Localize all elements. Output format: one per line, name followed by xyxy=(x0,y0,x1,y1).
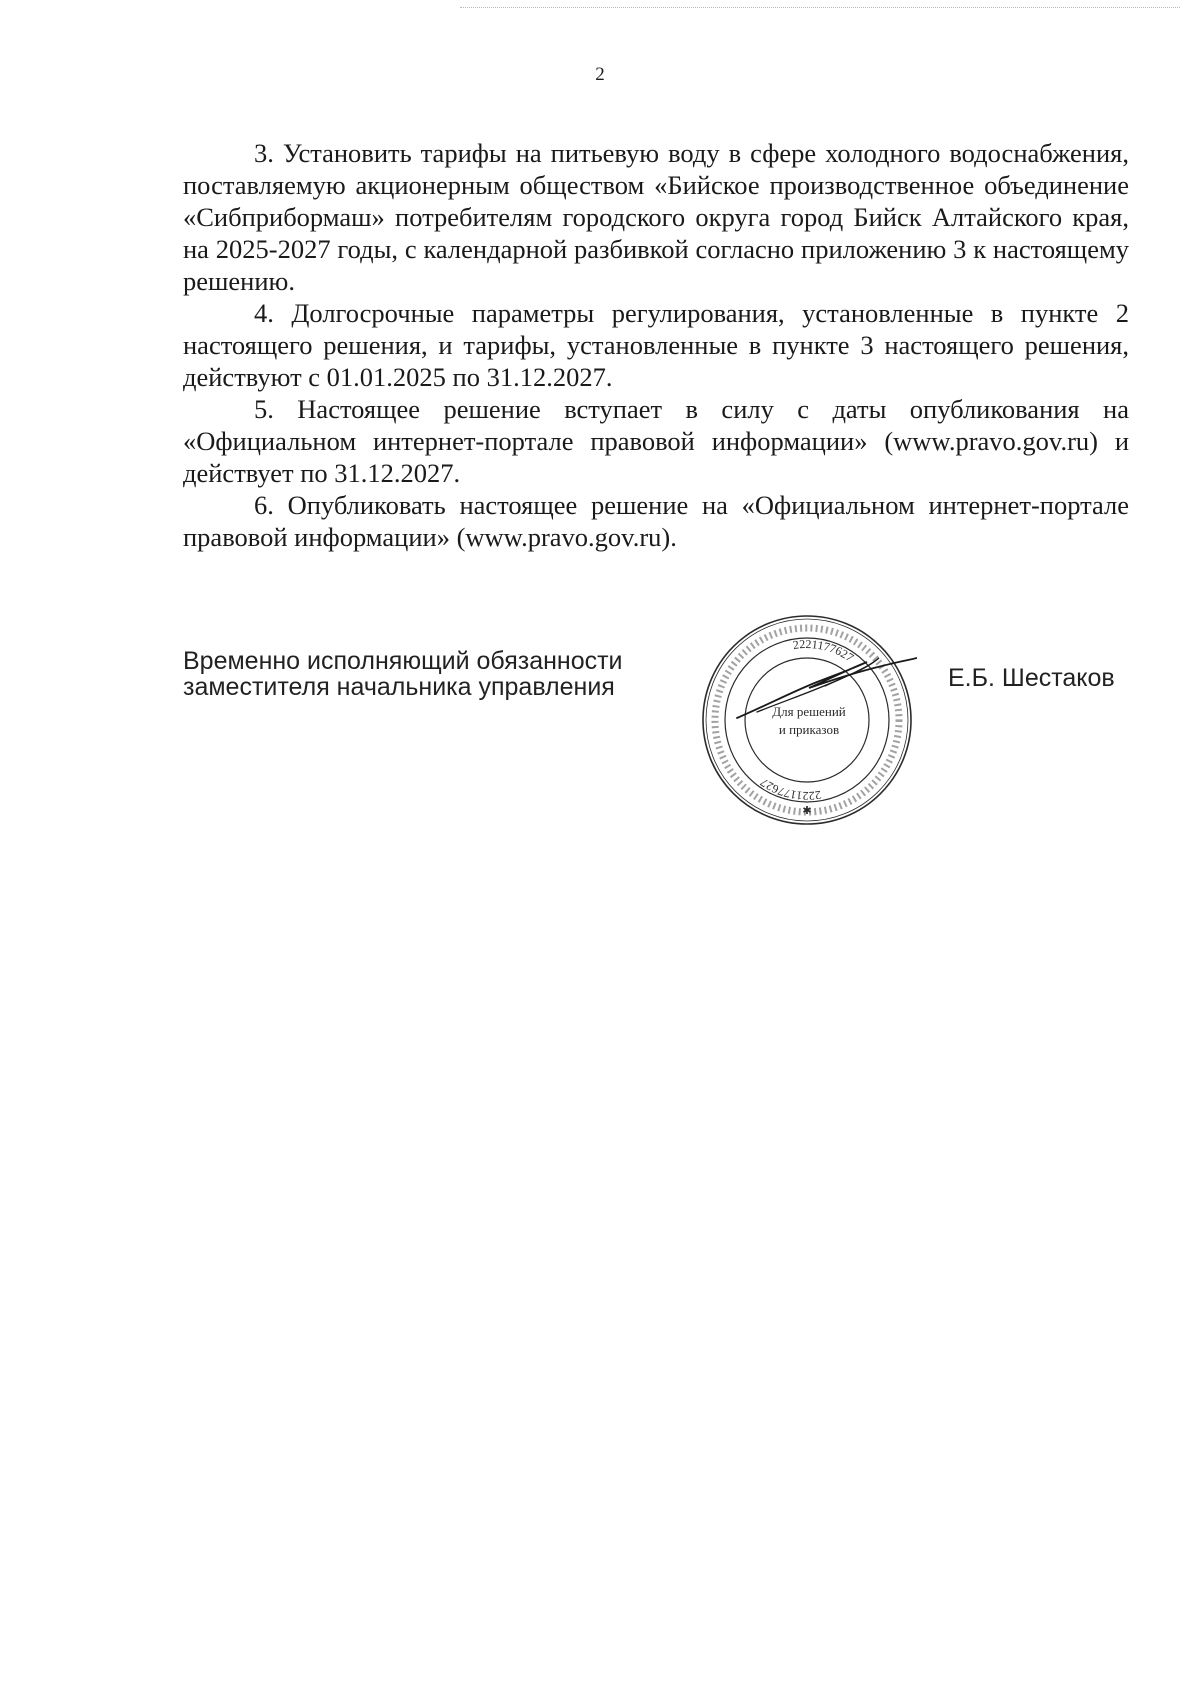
stamp-center-line-2: и приказов xyxy=(778,722,840,737)
stamp-inn-bottom: 2221177627 xyxy=(757,775,823,804)
official-stamp xyxy=(697,610,917,830)
signer-position-line-2: заместителя начальника управления xyxy=(183,673,615,701)
paragraph-item-4: 4. Долгосрочные параметры регулирования, установленные в пункте 2 настоящего решения, и тарифы, установленные в пункте 3 настоящего решения, действуют с 01.01.2025 по 31.12.2027. xyxy=(183,298,1129,392)
document-body xyxy=(183,137,1129,553)
stamp-star-icon: ✱ xyxy=(802,804,812,817)
paragraph-item-6: 6. Опубликовать настоящее решение на «Официальном интернет-портале правовой информации» (www.pravo.gov.ru). xyxy=(183,490,1129,552)
paragraph-item-3: 3. Установить тарифы на питьевую воду в сфере холодного водоснабжения, поставляемую акционерным обществом «Бийское производственное объединение «Сибприбормаш» потребителям городского округа город Бийск Алтайского края, на 2025-2027 годы, с календарной разбивкой согласно приложению 3 к настоящему решению. xyxy=(183,138,1129,296)
stamp-inn-top: 2221177627 xyxy=(791,636,857,665)
signer-position-line-1: Временно исполняющий обязанности xyxy=(183,647,623,675)
paragraph-item-5: 5. Настоящее решение вступает в силу с даты опубликования на «Официальном интернет-портале правовой информации» (www.pravo.gov.ru) и действует по 31.12.2027. xyxy=(183,394,1129,488)
signer-name: Е.Б. Шестаков xyxy=(948,664,1115,692)
stamp-inner-ring xyxy=(745,658,869,782)
page-number: 2 xyxy=(595,64,605,85)
stamp-outer-lettering xyxy=(715,628,899,812)
signer-position xyxy=(183,648,643,700)
scan-edge-line xyxy=(460,7,1180,8)
stamp-center-line-1: Для решений xyxy=(772,704,846,719)
